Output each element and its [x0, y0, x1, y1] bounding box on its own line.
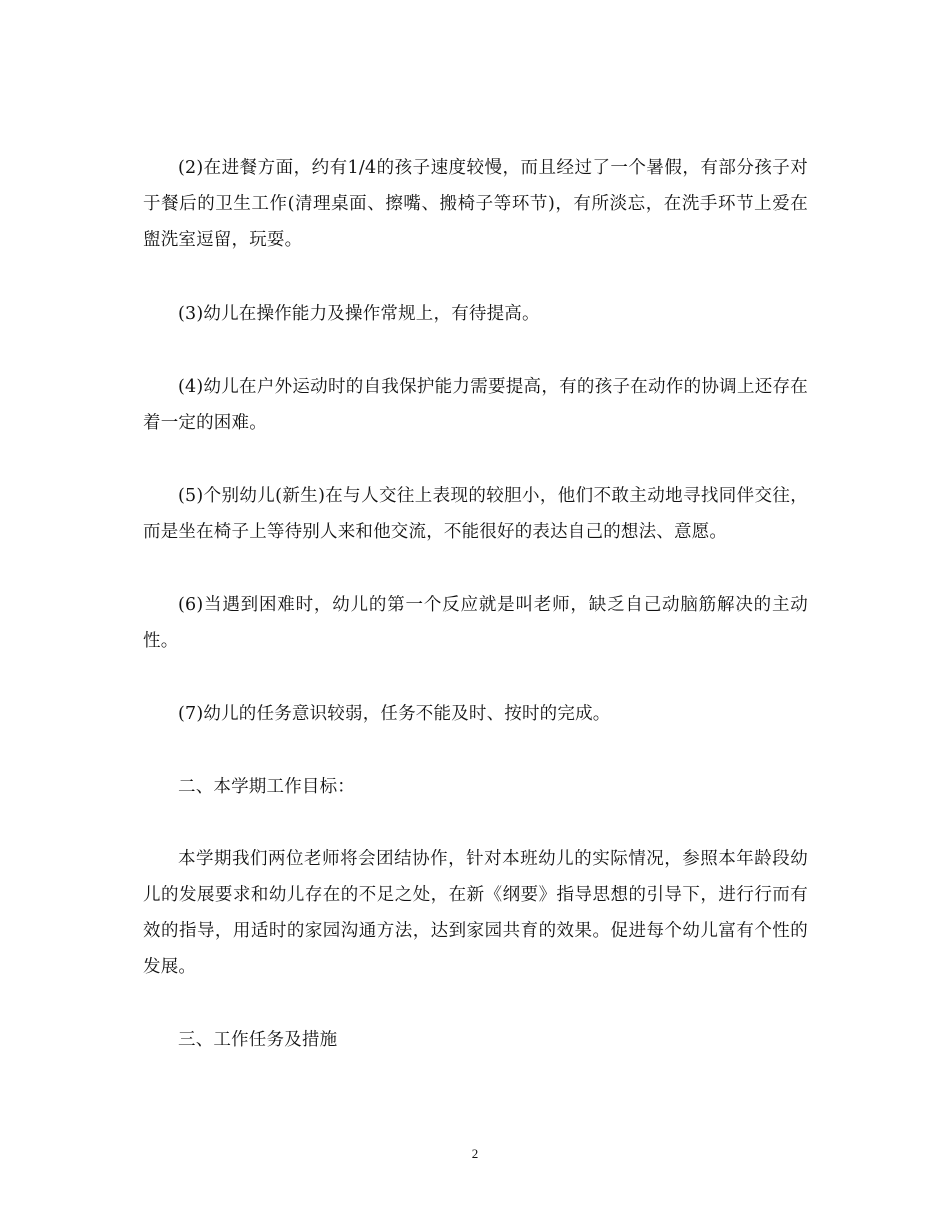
paragraph-operation-ability: (3)幼儿在操作能力及操作常规上，有待提高。 — [178, 304, 540, 324]
paragraph-semester-goals: 本学期我们两位老师将会团结协作，针对本班幼儿的实际情况，参照本年龄段幼儿的发展要求和幼儿存在的不足之处，在新《纲要》指导思想的引导下，进行行而有效的指导，用适时的家园沟通方法，达到家园共育的效果。促进每个幼儿富有个性的发展。 — [143, 849, 808, 977]
paragraph-eating: (2)在进餐方面，约有1/4的孩子速度较慢，而且经过了一个暑假，有部分孩子对于餐后的卫生工作(清理桌面、擦嘴、搬椅子等环节)，有所淡忘，在洗手环节上爱在盥洗室逗留，玩耍。 — [143, 158, 808, 250]
paragraph-problem-solving: (6)当遇到困难时，幼儿的第一个反应就是叫老师，缺乏自己动脑筋解决的主动性。 — [143, 595, 808, 651]
section-heading-tasks: 三、工作任务及措施 — [178, 1030, 338, 1050]
paragraph-outdoor-safety: (4)幼儿在户外运动时的自我保护能力需要提高，有的孩子在动作的协调上还存在着一定的困难。 — [143, 377, 808, 433]
paragraph-social-interaction: (5)个别幼儿(新生)在与人交往上表现的较胆小，他们不敢主动地寻找同伴交往，而是坐在椅子上等待别人来和他交流，不能很好的表达自己的想法、意愿。 — [143, 486, 808, 542]
paragraph-task-awareness: (7)幼儿的任务意识较弱，任务不能及时、按时的完成。 — [178, 704, 611, 724]
page-number: 2 — [471, 1146, 479, 1161]
section-heading-goals: 二、本学期工作目标： — [178, 777, 355, 797]
